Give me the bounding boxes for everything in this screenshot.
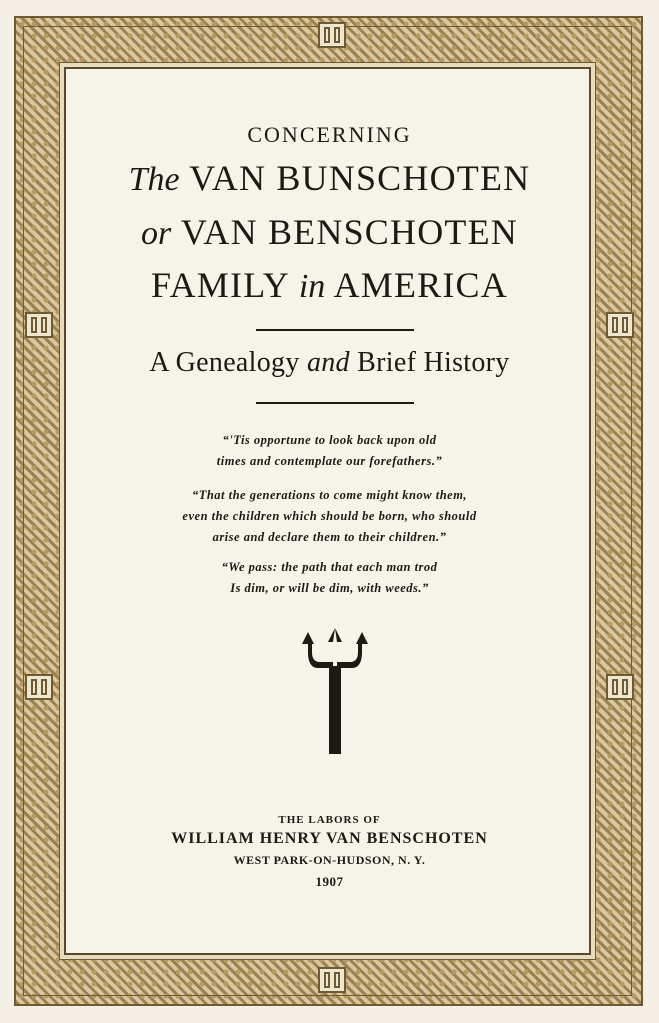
quote-line: Is dim, or will be dim, with weeds.” (230, 581, 429, 595)
trident-icon (300, 628, 370, 758)
quote-line: even the children which should be born, who should (182, 509, 477, 523)
title-line-3 (0, 264, 659, 306)
epigraph-quote (0, 430, 659, 472)
imprint-labors: THE LABORS OF (278, 814, 381, 826)
title-line-2-text: VAN BENSCHOTEN (180, 212, 518, 252)
imprint-place: WEST PARK-ON-HUDSON, N. Y. (233, 853, 426, 867)
title-line-2 (0, 211, 659, 253)
title-line-2-italic: or (141, 215, 172, 252)
subtitle-italic: and (306, 347, 350, 378)
title-line-3-a: FAMILY (151, 265, 289, 305)
divider-rule (256, 329, 414, 331)
subtitle-b: Brief History (357, 347, 510, 378)
quote-line: “That the generations to come might know them, (191, 488, 468, 502)
epigraph-quote (0, 485, 659, 548)
ornament-icon (25, 674, 53, 700)
quote-line: arise and declare them to their children.” (212, 530, 447, 544)
concerning-text: CONCERNING (247, 122, 412, 147)
title-line-1 (0, 157, 659, 199)
ornament-icon (25, 312, 53, 338)
ornament-icon (318, 967, 346, 993)
ornament-icon (606, 312, 634, 338)
ornament-icon (318, 22, 346, 48)
quote-line: times and contemplate our forefathers.” (216, 454, 443, 468)
imprint-year: 1907 (315, 874, 344, 889)
quote-line: “'Tis opportune to look back upon old (222, 433, 437, 447)
title-line-3-italic: in (298, 268, 326, 305)
title-line-1-italic: The (128, 161, 180, 198)
divider-rule (256, 402, 414, 404)
title-line-3-b: AMERICA (333, 265, 508, 305)
subtitle (0, 347, 659, 379)
ornament-icon (606, 674, 634, 700)
epigraph-quote (0, 557, 659, 599)
quote-line: “We pass: the path that each man trod (221, 560, 438, 574)
title-line-1-text: VAN BUNSCHOTEN (189, 158, 531, 198)
subtitle-a: A Genealogy (149, 347, 300, 378)
concerning-heading (0, 122, 659, 148)
imprint-author: WILLIAM HENRY VAN BENSCHOTEN (171, 830, 488, 847)
